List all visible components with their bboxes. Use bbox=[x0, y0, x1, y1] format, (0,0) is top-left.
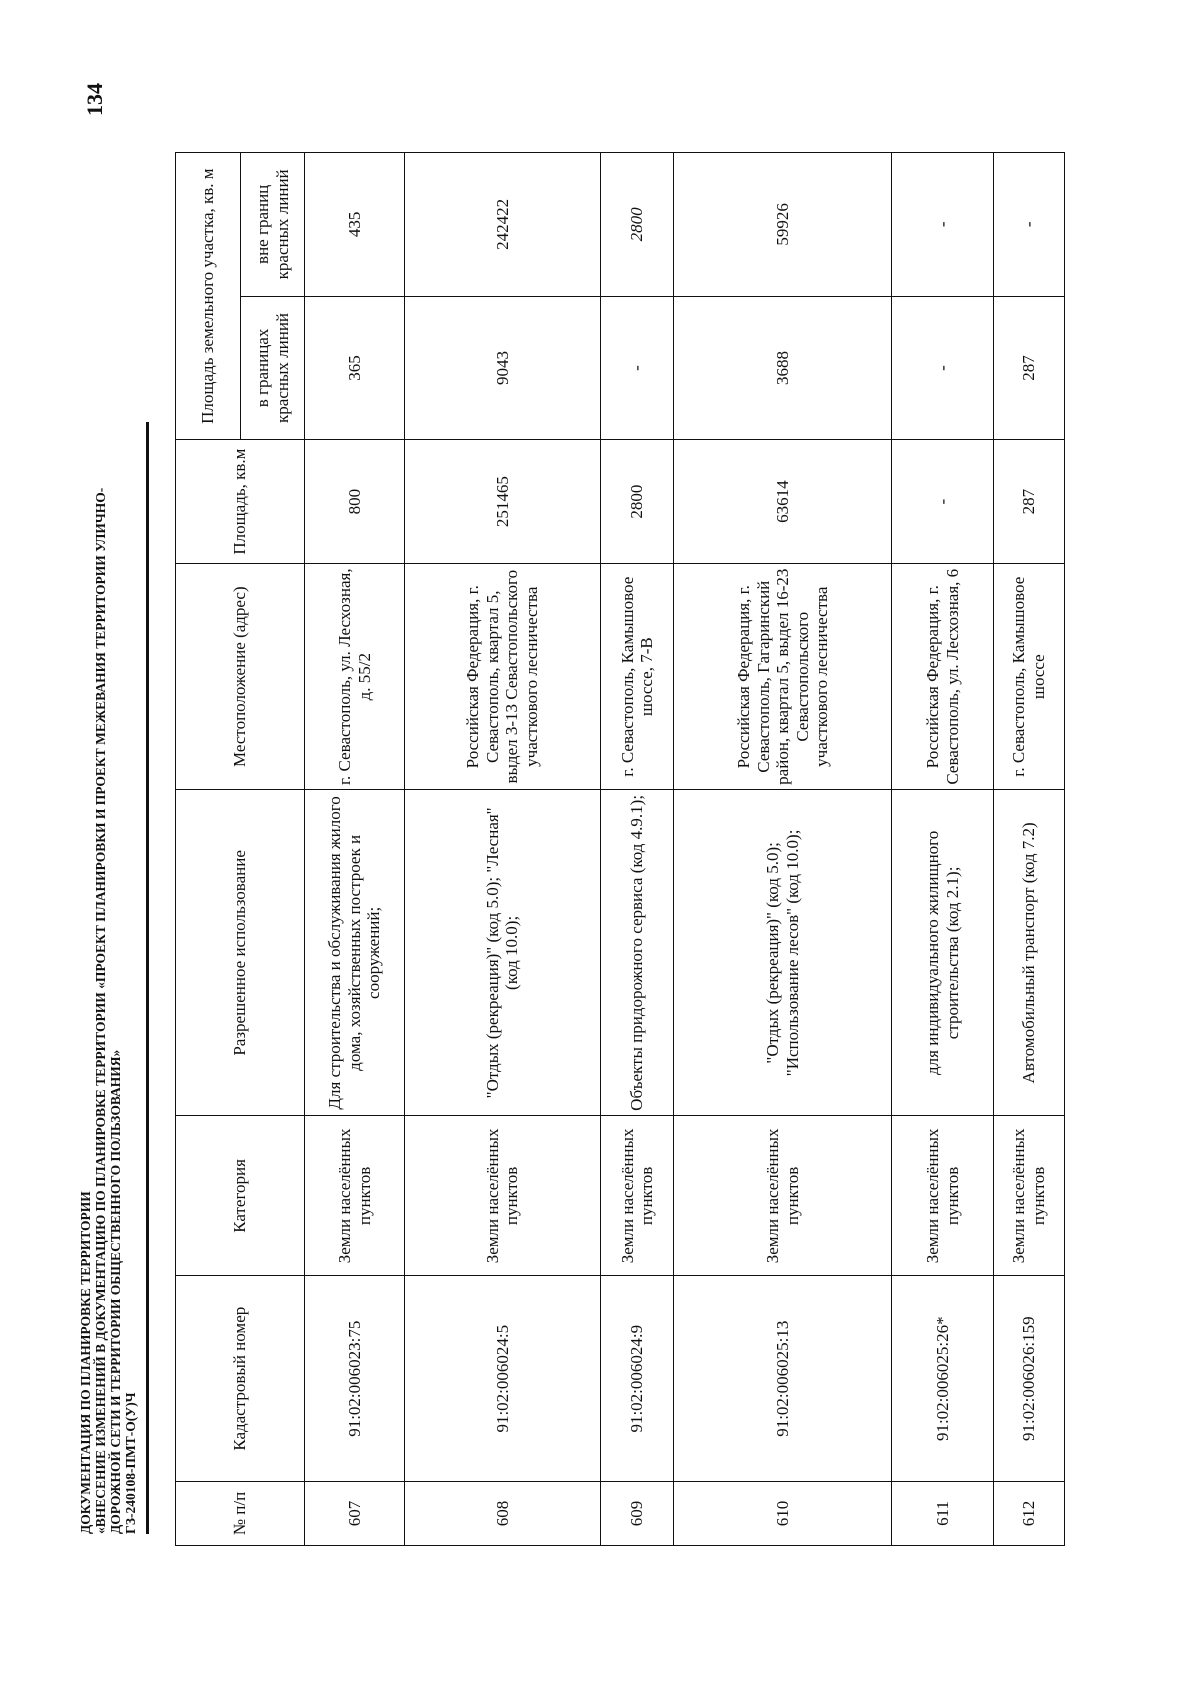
cell-outside: 59926 bbox=[674, 153, 892, 297]
cell-inside: - bbox=[601, 296, 674, 440]
cell-location: Российская Федерация, г. Севастополь, квартал 5, выдел 3-13 Севастопольского участкового лесничества bbox=[404, 563, 600, 789]
cell-num: 610 bbox=[674, 1481, 892, 1545]
cell-location: Российская Федерация, г. Севастополь, Гагаринский район, квартал 5, выдел 16-23 Севастопольского участкового лесничества bbox=[674, 563, 892, 789]
cell-usage: Автомобильный транспорт (код 7.2) bbox=[993, 790, 1064, 1116]
cell-cadastral: 91:02:006025:13 bbox=[674, 1276, 892, 1481]
cell-outside: - bbox=[993, 153, 1064, 297]
cell-category: Земли населённых пунктов bbox=[404, 1116, 600, 1276]
cell-inside: 3688 bbox=[674, 296, 892, 440]
table-row bbox=[993, 153, 1064, 1546]
cell-category: Земли населённых пунктов bbox=[993, 1116, 1064, 1276]
cell-area: 63614 bbox=[674, 440, 892, 564]
cell-num: 611 bbox=[892, 1481, 993, 1545]
cell-location: Российская Федерация, г. Севастополь, ул. Лесхозная, 6 bbox=[892, 563, 993, 789]
cell-cadastral: 91:02:006024:9 bbox=[601, 1276, 674, 1481]
cell-inside: 9043 bbox=[404, 296, 600, 440]
table-row bbox=[674, 153, 892, 1546]
header-cadastral: Кадастровый номер bbox=[176, 1276, 305, 1481]
cell-num: 608 bbox=[404, 1481, 600, 1545]
land-plots-table bbox=[175, 152, 1065, 1546]
cell-cadastral: 91:02:006025:26* bbox=[892, 1276, 993, 1481]
cell-category: Земли населённых пунктов bbox=[674, 1116, 892, 1276]
cell-usage: Для строительства и обслуживания жилого дома, хозяйственных построек и сооружений; bbox=[305, 790, 404, 1116]
cell-num: 607 bbox=[305, 1481, 404, 1545]
cell-usage: "Отдых (рекреация)" (код 5.0); "Использование лесов" (код 10.0); bbox=[674, 790, 892, 1116]
header-category: Категория bbox=[176, 1116, 305, 1276]
header-outside: вне границ красных линий bbox=[240, 153, 305, 297]
cell-usage: Объекты придорожного сервиса (код 4.9.1); bbox=[601, 790, 674, 1116]
cell-usage: для индивидуального жилищного строительства (код 2.1); bbox=[892, 790, 993, 1116]
header-line-2: «ВНЕСЕНИЕ ИЗМЕНЕНИЙ В ДОКУМЕНТАЦИЮ ПО ПЛАНИРОВКЕ ТЕРРИТОРИИ «ПРОЕКТ ПЛАНИРОВКИ И ПРОЕКТ МЕЖЕВАНИЯ ТЕРРИТОРИИ УЛИЧНО- bbox=[93, 487, 108, 1534]
cell-location: г. Севастополь, Камышовое шоссе bbox=[993, 563, 1064, 789]
header-area: Площадь, кв.м bbox=[176, 440, 305, 564]
cell-area: - bbox=[892, 440, 993, 564]
cell-num: 612 bbox=[993, 1481, 1064, 1545]
table-row bbox=[601, 153, 674, 1546]
cell-area: 800 bbox=[305, 440, 404, 564]
document-header bbox=[78, 234, 138, 1534]
cell-usage: "Отдых (рекреация)" (код 5.0); "Лесная" (код 10.0); bbox=[404, 790, 600, 1116]
header-line-4: ГЗ-240108-ПМТ-О(У)Ч bbox=[123, 1392, 138, 1534]
cell-inside: - bbox=[892, 296, 993, 440]
cell-location: г. Севастополь, Камышовое шоссе, 7-В bbox=[601, 563, 674, 789]
header-location: Местоположение (адрес) bbox=[176, 563, 305, 789]
table-row bbox=[305, 153, 404, 1546]
cell-cadastral: 91:02:006023:75 bbox=[305, 1276, 404, 1481]
header-line-1: ДОКУМЕНТАЦИЯ ПО ПЛАНИРОВКЕ ТЕРРИТОРИИ bbox=[78, 1191, 93, 1534]
cell-inside: 287 bbox=[993, 296, 1064, 440]
header-num: № п/п bbox=[176, 1481, 305, 1545]
cell-area: 2800 bbox=[601, 440, 674, 564]
cell-outside: - bbox=[892, 153, 993, 297]
cell-cadastral: 91:02:006024:5 bbox=[404, 1276, 600, 1481]
header-line-3: ДОРОЖНОЙ СЕТИ И ТЕРРИТОРИИ ОБЩЕСТВЕННОГО ПОЛЬЗОВАНИЯ» bbox=[108, 1049, 123, 1534]
cell-area: 287 bbox=[993, 440, 1064, 564]
header-rule bbox=[146, 422, 149, 1534]
cell-category: Земли населённых пунктов bbox=[305, 1116, 404, 1276]
header-inside: в границах красных линий bbox=[240, 296, 305, 440]
cell-category: Земли населённых пунктов bbox=[601, 1116, 674, 1276]
table-row bbox=[892, 153, 993, 1546]
cell-category: Земли населённых пунктов bbox=[892, 1116, 993, 1276]
cell-outside: 2800 bbox=[601, 153, 674, 297]
cell-outside: 242422 bbox=[404, 153, 600, 297]
cell-cadastral: 91:02:006026:159 bbox=[993, 1276, 1064, 1481]
table-header-row bbox=[176, 153, 241, 1546]
cell-area: 251465 bbox=[404, 440, 600, 564]
table-row bbox=[404, 153, 600, 1546]
cell-num: 609 bbox=[601, 1481, 674, 1545]
header-area-group: Площадь земельного участка, кв. м bbox=[176, 153, 241, 440]
page-number: 134 bbox=[82, 83, 107, 116]
cell-location: г. Севастополь, ул. Лесхозная, д. 55/2 bbox=[305, 563, 404, 789]
header-usage: Разрешенное использование bbox=[176, 790, 305, 1116]
cell-inside: 365 bbox=[305, 296, 404, 440]
cell-outside: 435 bbox=[305, 153, 404, 297]
